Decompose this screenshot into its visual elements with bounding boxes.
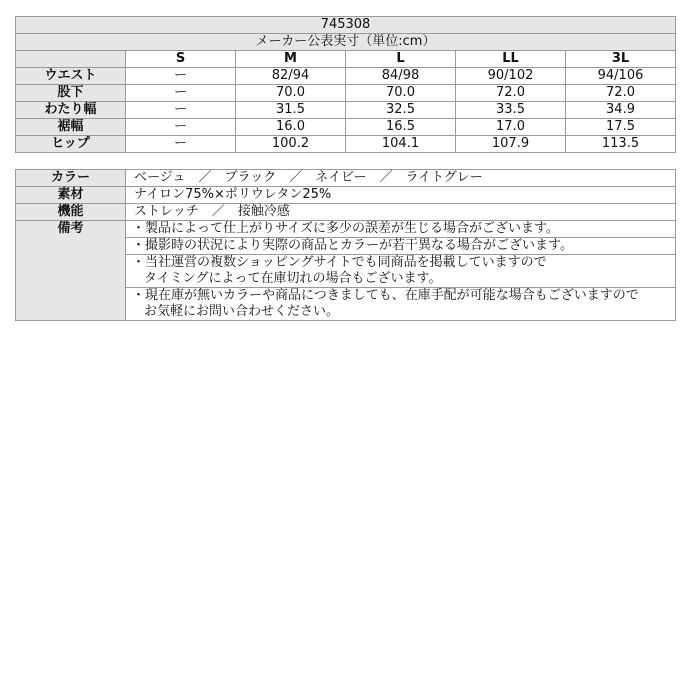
note-item bbox=[126, 221, 675, 238]
size-value: 100.2 bbox=[236, 136, 346, 153]
size-value: ー bbox=[126, 136, 236, 153]
size-value: 107.9 bbox=[456, 136, 566, 153]
note-line: タイミングによって在庫切れの場合もございます。 bbox=[144, 271, 442, 286]
size-value: 33.5 bbox=[456, 102, 566, 119]
color-options: ベージュ ／ ブラック ／ ネイビー ／ ライトグレー bbox=[126, 170, 676, 187]
row-label: 機能 bbox=[16, 204, 126, 221]
product-spec-sheet bbox=[15, 16, 675, 321]
row-label: 素材 bbox=[16, 187, 126, 204]
size-value: ー bbox=[126, 119, 236, 136]
size-table bbox=[15, 16, 676, 153]
size-header-l: L bbox=[346, 51, 456, 68]
size-row-thigh bbox=[16, 102, 676, 119]
row-label: ヒップ bbox=[16, 136, 126, 153]
size-value: ー bbox=[126, 68, 236, 85]
product-code: 745308 bbox=[16, 17, 676, 34]
row-label: わたり幅 bbox=[16, 102, 126, 119]
row-label: 備考 bbox=[16, 221, 126, 321]
info-row-color bbox=[16, 170, 676, 187]
size-row-inseam bbox=[16, 85, 676, 102]
size-header-s: S bbox=[126, 51, 236, 68]
size-value: 84/98 bbox=[346, 68, 456, 85]
notes-cell bbox=[126, 221, 676, 321]
size-header-3l: 3L bbox=[566, 51, 676, 68]
size-value: 113.5 bbox=[566, 136, 676, 153]
product-info-table bbox=[15, 169, 676, 321]
size-header-m: M bbox=[236, 51, 346, 68]
size-value: 16.0 bbox=[236, 119, 346, 136]
size-value: 90/102 bbox=[456, 68, 566, 85]
info-row-notes bbox=[16, 221, 676, 321]
size-value: 17.5 bbox=[566, 119, 676, 136]
note-item bbox=[126, 238, 675, 255]
size-row-waist bbox=[16, 68, 676, 85]
note-line: お気軽にお問い合わせください。 bbox=[144, 304, 340, 319]
size-value: 32.5 bbox=[346, 102, 456, 119]
row-label: 股下 bbox=[16, 85, 126, 102]
size-value: 34.9 bbox=[566, 102, 676, 119]
note-line: ・当社運営の複数ショッピングサイトでも同商品を掲載していますので bbox=[132, 255, 547, 270]
header-blank-cell bbox=[16, 51, 126, 68]
size-value: 82/94 bbox=[236, 68, 346, 85]
row-label: 裾幅 bbox=[16, 119, 126, 136]
size-value: 17.0 bbox=[456, 119, 566, 136]
size-value: 72.0 bbox=[566, 85, 676, 102]
size-header-ll: LL bbox=[456, 51, 566, 68]
row-label: ウエスト bbox=[16, 68, 126, 85]
size-value: 104.1 bbox=[346, 136, 456, 153]
info-row-material bbox=[16, 187, 676, 204]
size-row-hip bbox=[16, 136, 676, 153]
function-text: ストレッチ ／ 接触冷感 bbox=[126, 204, 676, 221]
material-text: ナイロン75%×ポリウレタン25% bbox=[126, 187, 676, 204]
size-value: ー bbox=[126, 102, 236, 119]
size-value: 70.0 bbox=[346, 85, 456, 102]
note-item bbox=[126, 255, 675, 288]
note-line: ・現在庫が無いカラーや商品につきましても、在庫手配が可能な場合もございますので bbox=[132, 288, 639, 303]
info-row-function bbox=[16, 204, 676, 221]
size-value: 31.5 bbox=[236, 102, 346, 119]
size-value: 94/106 bbox=[566, 68, 676, 85]
size-row-hem bbox=[16, 119, 676, 136]
note-line: ・製品によって仕上がりサイズに多少の誤差が生じる場合がございます。 bbox=[132, 221, 559, 236]
size-value: ー bbox=[126, 85, 236, 102]
note-line: ・撮影時の状況により実際の商品とカラーが若干異なる場合がございます。 bbox=[132, 238, 573, 253]
size-table-caption: メーカー公表実寸（単位:cm） bbox=[16, 34, 676, 51]
note-item bbox=[126, 288, 675, 320]
size-value: 72.0 bbox=[456, 85, 566, 102]
row-label: カラー bbox=[16, 170, 126, 187]
size-value: 16.5 bbox=[346, 119, 456, 136]
size-value: 70.0 bbox=[236, 85, 346, 102]
